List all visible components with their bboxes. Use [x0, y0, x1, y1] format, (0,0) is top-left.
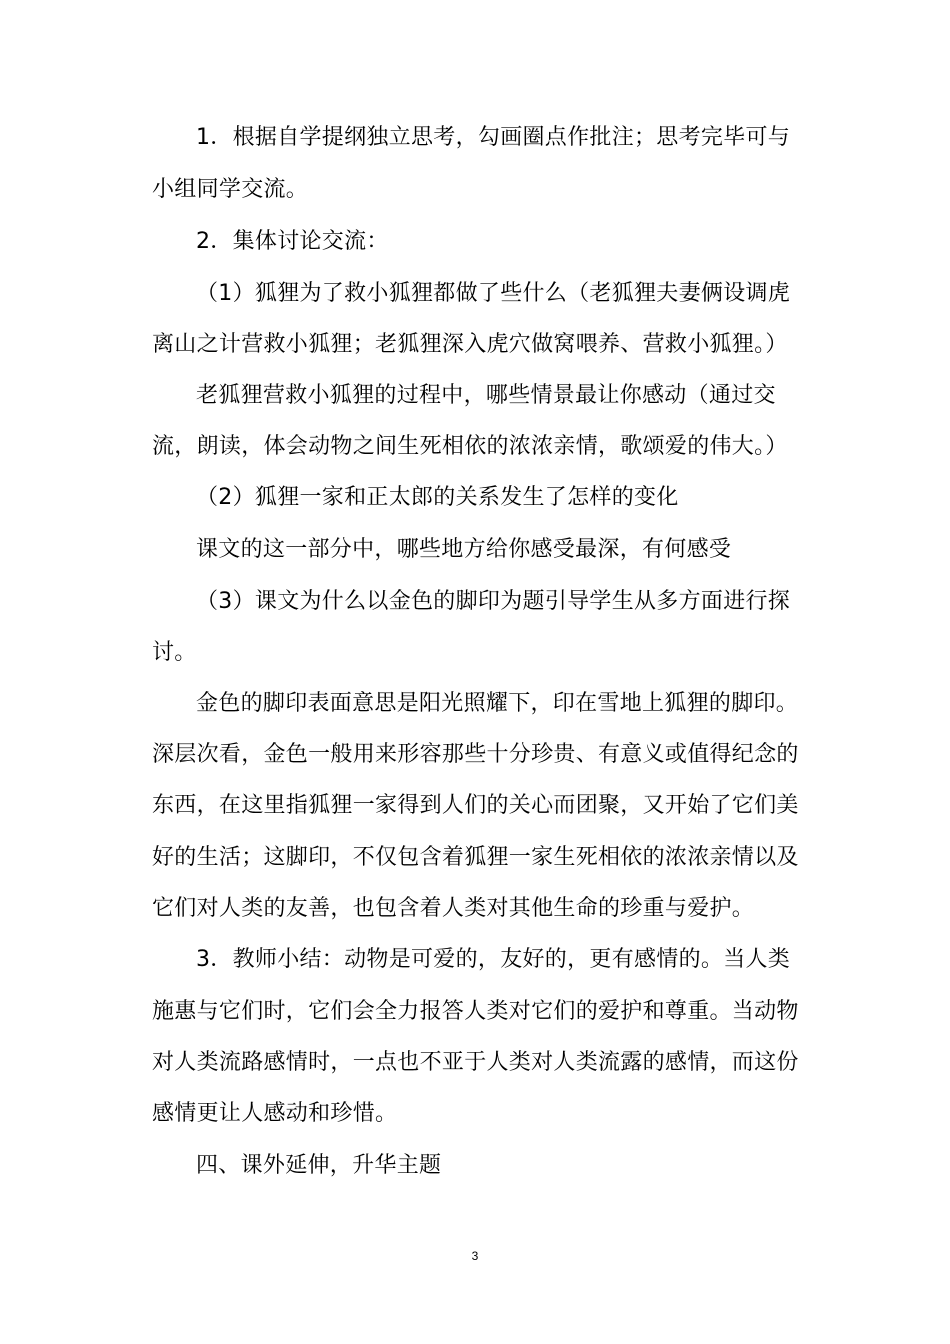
text-line: 好的生活；这脚印，不仅包含着狐狸一家生死相依的浓浓亲情以及: [152, 845, 799, 870]
text-line: 2．集体讨论交流：: [196, 229, 389, 254]
text-line: 流，朗读，体会动物之间生死相依的浓浓亲情，歌颂爱的伟大。）: [152, 434, 788, 459]
text-line: （1）狐狸为了救小狐狸都做了些什么（老狐狸夫妻俩设调虎: [196, 281, 791, 306]
text-line: 对人类流路感情时，一点也不亚于人类对人类流露的感情，而这份: [152, 1050, 799, 1075]
text-line: 小组同学交流。: [152, 177, 309, 202]
text-line: 课文的这一部分中，哪些地方给你感受最深，有何感受: [196, 537, 732, 562]
text-line: 离山之计营救小狐狸；老狐狸深入虎穴做窝喂养、营救小狐狸。）: [152, 332, 788, 357]
text-line: 3．教师小结：动物是可爱的，友好的，更有感情的。当人类: [196, 947, 791, 972]
text-line: 讨。: [152, 640, 197, 665]
text-line: 1．根据自学提纲独立思考，勾画圈点作批注；思考完毕可与: [196, 125, 791, 150]
text-line: 金色的脚印表面意思是阳光照耀下，印在雪地上狐狸的脚印。: [196, 691, 799, 716]
text-line: 感情更让人感动和珍惜。: [152, 1101, 398, 1126]
text-line: 老狐狸营救小狐狸的过程中，哪些情景最让你感动（通过交: [196, 383, 776, 408]
text-line: 它们对人类的友善，也包含着人类对其他生命的珍重与爱护。: [152, 896, 755, 921]
text-line: 施惠与它们时，它们会全力报答人类对它们的爱护和尊重。当动物: [152, 999, 799, 1024]
section-heading: 四、课外延伸，升华主题: [196, 1153, 442, 1178]
text-line: （2）狐狸一家和正太郎的关系发生了怎样的变化: [196, 485, 679, 510]
page-number: 3: [471, 1249, 479, 1263]
text-line: 深层次看，金色一般用来形容那些十分珍贵、有意义或值得纪念的: [152, 742, 799, 767]
text-line: 东西，在这里指狐狸一家得到人们的关心而团聚，又开始了它们美: [152, 793, 799, 818]
text-line: （3）课文为什么以金色的脚印为题引导学生从多方面进行探: [196, 589, 791, 614]
